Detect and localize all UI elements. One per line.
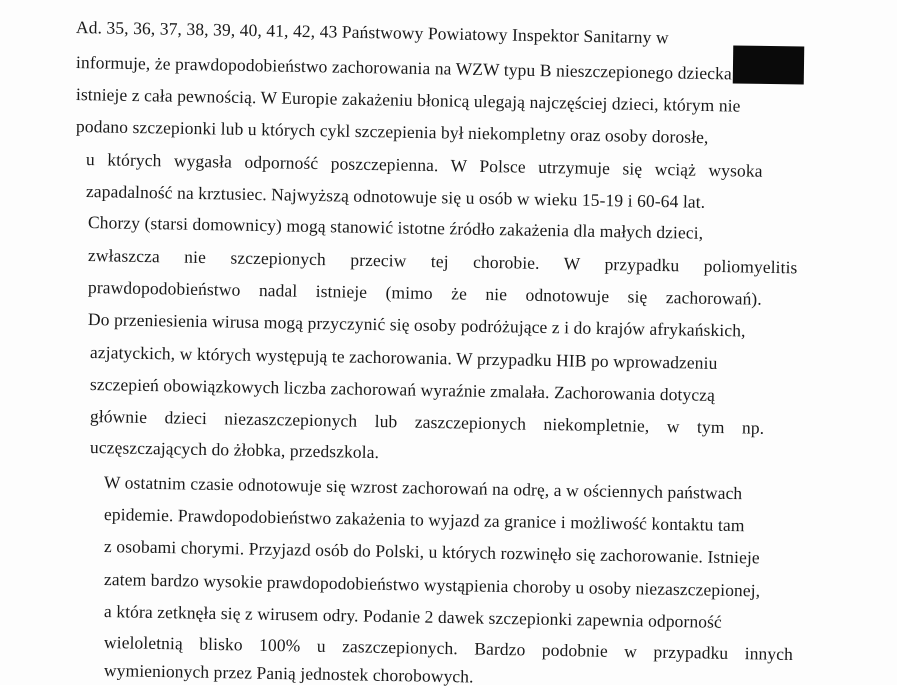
paragraph-1-line-3: istnieje z cała pewnością. W Europie zakażeniu błonicą ulegają najczęściej dzieci, którym nie xyxy=(75,84,741,116)
paragraph-1-line-1: Ad. 35, 36, 37, 38, 39, 40, 41, 42, 43 Państwowy Powiatowy Inspektor Sanitarny w xyxy=(75,17,669,48)
paragraph-1-line-8: zwłaszcza nie szczepionych przeciw tej chorobie. W przypadku poliomyelitis xyxy=(87,245,798,278)
paragraph-1-line-13: głównie dzieci niezaszczepionych lub zaszczepionych niekompletnie, w tym np. xyxy=(89,406,765,438)
paragraph-2-line-2: epidemie. Prawdopodobieństwo zakażenia to wyjazd za granice i możliwość kontaktu tam xyxy=(103,504,745,536)
paragraph-1-line-4: podano szczepionki lub u których cykl szczepienia był niekompletny oraz osoby dorosłe, xyxy=(75,116,709,148)
paragraph-1-line-14: uczęszczających do żłobka, przedszkola. xyxy=(89,437,380,463)
paragraph-1-line-10: Do przeniesienia wirusa mogą przyczynić się osoby podróżujące z i do krajów afrykańskich, xyxy=(87,309,746,341)
paragraph-2-line-7: wymienionych przez Panią jednostek chorobowych. xyxy=(103,660,474,687)
paragraph-1-line-2: informuje, że prawdopodobieństwo zachorowania na WZW typu B nieszczepionego dziecka xyxy=(75,52,732,84)
redaction-box xyxy=(733,46,805,85)
paragraph-2-line-6: wieloletnią blisko 100% u zaszczepionych. Bardzo podobnie w przypadku innych xyxy=(103,632,794,665)
paragraph-1-line-11: azjatyckich, w których występują te zachorowania. W przypadku HIB po wprowadzeniu xyxy=(89,342,718,373)
paragraph-2-line-4: zatem bardzo wysokie prawdopodobieństwo wystąpienia choroby u osoby niezaszczepionej, xyxy=(103,569,761,601)
paragraph-1-line-6: zapadalność na krztusiec. Najwyższą odnotowuje się u osób w wieku 15-19 i 60-64 lat. xyxy=(85,181,706,212)
paragraph-2-line-3: z osobami chorymi. Przyjazd osób do Polski, u których rozwinęło się zachorowanie. Istnieje xyxy=(103,536,760,568)
paragraph-2-line-1: W ostatnim czasie odnotowuje się wzrost zachorowań na odrę, a w ościennych państwach xyxy=(103,472,743,504)
paragraph-1-line-7: Chorzy (starsi domownicy) mogą stanowić istotne źródło zakażenia dla małych dzieci, xyxy=(87,212,704,243)
paragraph-1-line-9: prawdopodobieństwo nadal istnieje (mimo że nie odnotowuje się zachorowań). xyxy=(87,277,762,309)
paragraph-1-line-12: szczepień obowiązkowych liczba zachorowań wyraźnie zmalała. Zachorowania dotyczą xyxy=(89,374,716,405)
paragraph-2-line-5: a która zetknęła się z wirusem odry. Podanie 2 dawek szczepionki zapewnia odporność xyxy=(103,601,723,632)
paragraph-1-line-5: u których wygasła odporność poszczepienna. W Polsce utrzymuje się wciąż wysoka xyxy=(85,149,763,181)
